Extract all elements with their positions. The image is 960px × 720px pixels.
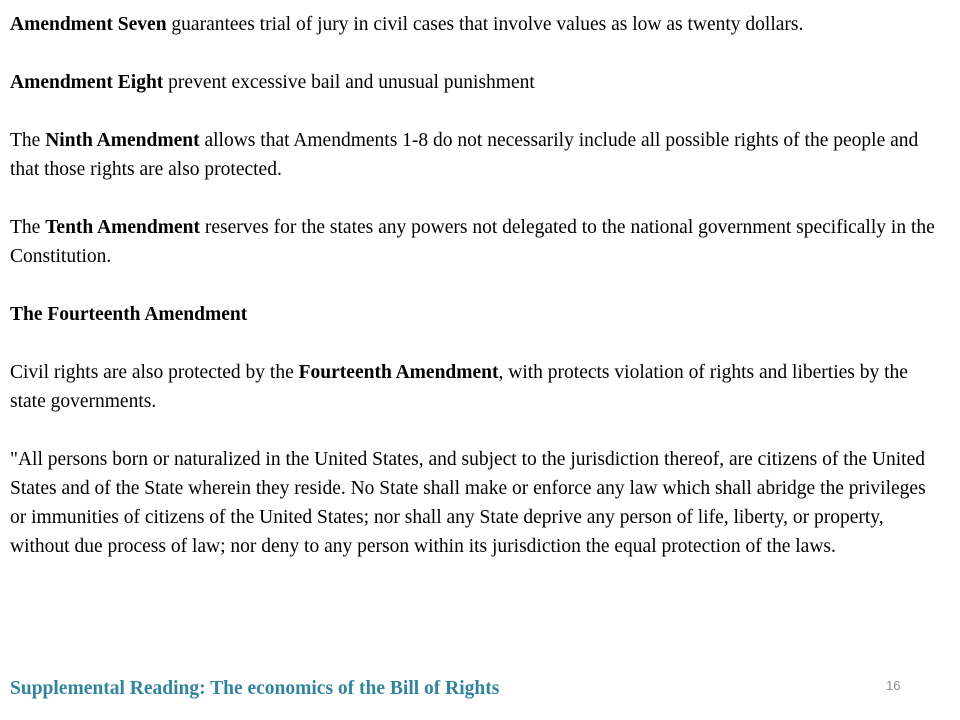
amendment-ten-prefix: The	[10, 217, 46, 238]
amendment-eight-paragraph	[10, 68, 945, 97]
amendment-nine-title: Ninth Amendment	[45, 130, 200, 151]
amendment-eight-text: prevent excessive bail and unusual punishment	[163, 72, 535, 93]
amendment-ten-title: Tenth Amendment	[45, 217, 200, 238]
amendment-eight-title: Amendment Eight	[10, 72, 164, 93]
civil-rights-paragraph	[10, 358, 945, 416]
civil-rights-title: Fourteenth Amendment	[298, 362, 499, 383]
amendment-seven-title: Amendment Seven	[10, 14, 167, 35]
amendment-ten-paragraph	[10, 213, 945, 271]
amendment-nine-paragraph	[10, 126, 945, 184]
fourteenth-heading: The Fourteenth Amendment	[10, 304, 248, 325]
amendment-ten-text: reserves for the states any powers not delegated to the national government specifically in the Constitution.	[10, 217, 935, 267]
amendment-nine-text: allows that Amendments 1-8 do not necessarily include all possible rights of the people and that those rights are also protected.	[10, 130, 919, 180]
fourteenth-heading-paragraph	[10, 300, 945, 329]
page-number: 16	[886, 678, 901, 693]
amendment-seven-paragraph	[10, 10, 945, 39]
civil-rights-prefix: Civil rights are also protected by the	[10, 362, 299, 383]
fourteenth-quote-paragraph: "All persons born or naturalized in the United States, and subject to the jurisdiction thereof, are citizens of the United States and of the State wherein they reside. No State shall make or enforce any law which shall abridge the privileges or immunities of citizens of the United States; nor shall any State deprive any person of life, liberty, or property, without due process of law; nor deny to any person within its jurisdiction the equal protection of the laws.	[10, 449, 926, 557]
slide-body	[10, 10, 945, 561]
civil-rights-text: , with protects violation of rights and liberties by the state governments.	[10, 362, 908, 412]
supplemental-reading-link[interactable]: Supplemental Reading: The economics of the Bill of Rights	[10, 678, 500, 699]
amendment-nine-prefix: The	[10, 130, 46, 151]
amendment-seven-text: guarantees trial of jury in civil cases that involve values as low as twenty dollars.	[166, 14, 804, 35]
